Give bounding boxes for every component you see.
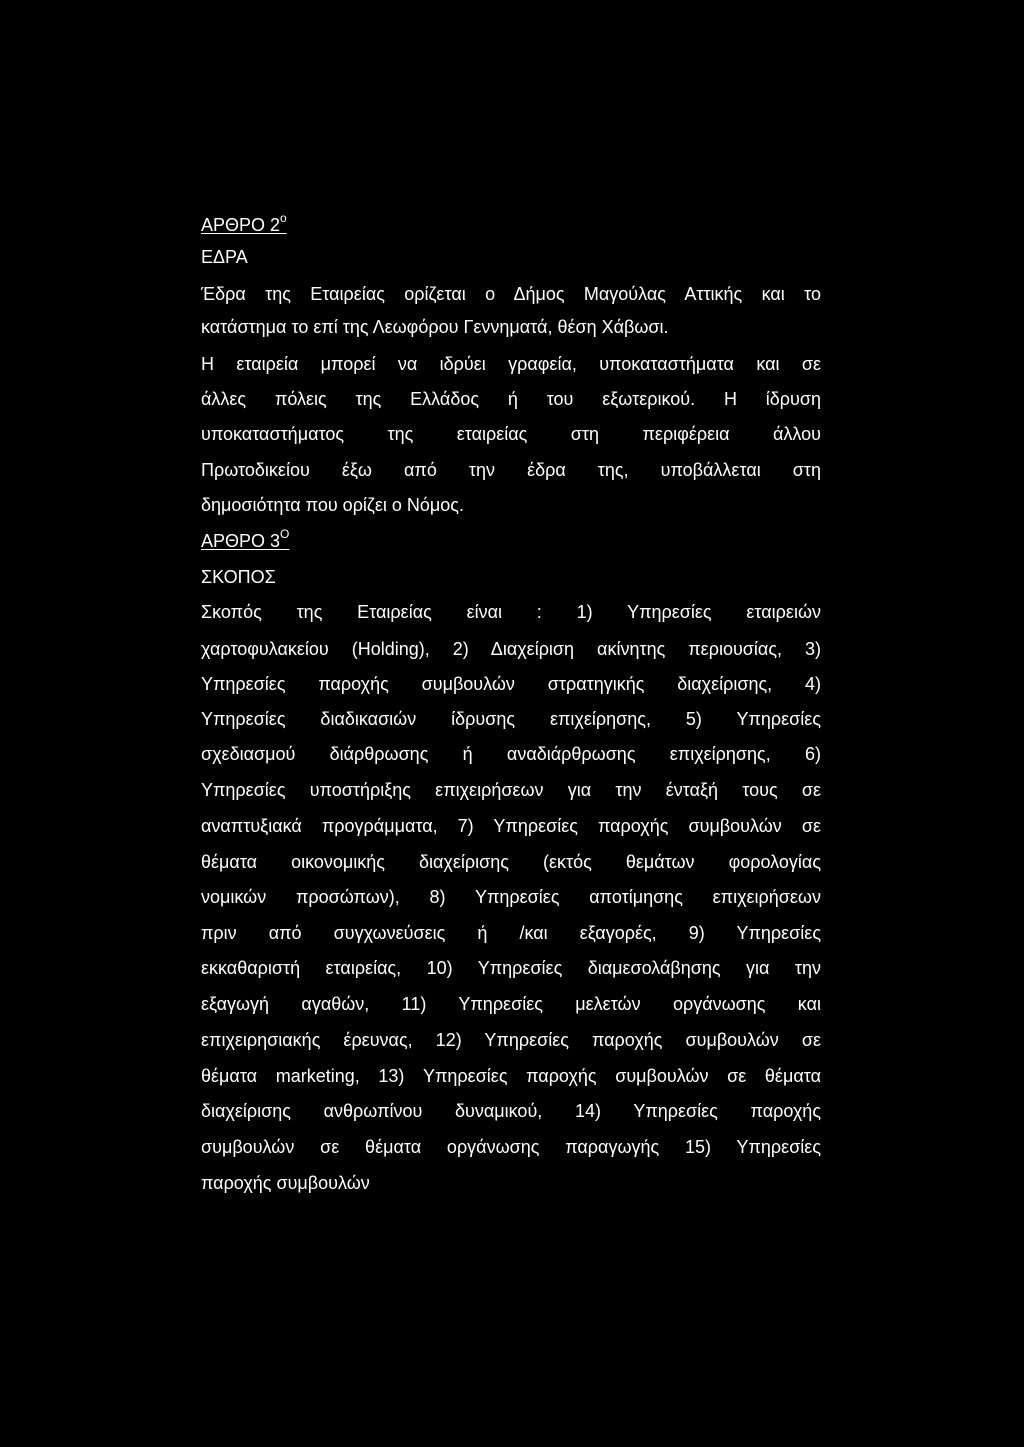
article-3-line: εξαγωγή αγαθών, 11) Υπηρεσίες μελετών οργάνωσης και bbox=[201, 994, 821, 1014]
article-3-line: Υπηρεσίες υποστήριξης επιχειρήσεων για την ένταξή τους σε bbox=[201, 780, 821, 800]
article-3-line: πριν από συγχωνεύσεις ή /και εξαγορές, 9) Υπηρεσίες bbox=[201, 923, 821, 943]
article-2-line: δημοσιότητα που ορίζει ο Νόμος. bbox=[201, 495, 464, 515]
article-2-heading-text: ΑΡΘΡΟ 2 bbox=[201, 215, 281, 235]
article-2-line: Πρωτοδικείου έξω από την έδρα της, υποβάλλεται στη bbox=[201, 460, 821, 480]
article-3-line: θέματα οικονομικής διαχείρισης (εκτός θεμάτων φορολογίας bbox=[201, 852, 821, 872]
article-3-line: νομικών προσώπων), 8) Υπηρεσίες αποτίμησης επιχειρήσεων bbox=[201, 887, 821, 907]
article-3-line: αναπτυξιακά προγράμματα, 7) Υπηρεσίες παροχής συμβουλών σε bbox=[201, 816, 821, 836]
article-2-heading bbox=[201, 211, 821, 236]
article-3-line: επιχειρησιακής έρευνας, 12) Υπηρεσίες παροχής συμβουλών σε bbox=[201, 1030, 821, 1050]
article-3-line: Σκοπός της Εταιρείας είναι : 1) Υπηρεσίες εταιρειών bbox=[201, 602, 821, 622]
article-3-heading-superscript: Ο bbox=[280, 527, 290, 541]
article-2-line: Η εταιρεία μπορεί να ιδρύει γραφεία, υποκαταστήματα και σε bbox=[201, 354, 821, 374]
article-2-line: κατάστημα το επί της Λεωφόρου Γεννηματά, θέση Χάβωσι. bbox=[201, 317, 669, 337]
article-2-line: άλλες πόλεις της Ελλάδος ή του εξωτερικού. Η ίδρυση bbox=[201, 389, 821, 409]
article-3-line: σχεδιασμού διάρθρωσης ή αναδιάρθρωσης επιχείρησης, 6) bbox=[201, 744, 821, 764]
article-2-title: ΕΔΡΑ bbox=[201, 247, 248, 267]
article-3-line: Υπηρεσίες παροχής συμβουλών στρατηγικής διαχείρισης, 4) bbox=[201, 674, 821, 694]
article-2-heading-superscript: ο bbox=[280, 211, 287, 225]
article-3-heading-text: ΑΡΘΡΟ 3 bbox=[201, 531, 281, 551]
article-3-line: εκκαθαριστή εταιρείας, 10) Υπηρεσίες διαμεσολάβησης για την bbox=[201, 958, 821, 978]
document-page bbox=[201, 0, 821, 1447]
article-3-line: χαρτοφυλακείου (Holding), 2) Διαχείριση ακίνητης περιουσίας, 3) bbox=[201, 639, 821, 659]
article-2-line: Έδρα της Εταιρείας ορίζεται ο Δήμος Μαγούλας Αττικής και το bbox=[201, 284, 821, 304]
article-3-heading bbox=[201, 527, 821, 552]
article-3-line: Υπηρεσίες διαδικασιών ίδρυσης επιχείρησης, 5) Υπηρεσίες bbox=[201, 709, 821, 729]
article-2-line: υποκαταστήματος της εταιρείας στη περιφέρεια άλλου bbox=[201, 424, 821, 444]
article-3-line: θέματα marketing, 13) Υπηρεσίες παροχής συμβουλών σε θέματα bbox=[201, 1066, 821, 1086]
article-3-line: παροχής συμβουλών bbox=[201, 1173, 370, 1193]
article-3-title: ΣΚΟΠΟΣ bbox=[201, 567, 276, 587]
article-3-line: διαχείρισης ανθρωπίνου δυναμικού, 14) Υπηρεσίες παροχής bbox=[201, 1101, 821, 1121]
article-3-line: συμβουλών σε θέματα οργάνωσης παραγωγής 15) Υπηρεσίες bbox=[201, 1137, 821, 1157]
